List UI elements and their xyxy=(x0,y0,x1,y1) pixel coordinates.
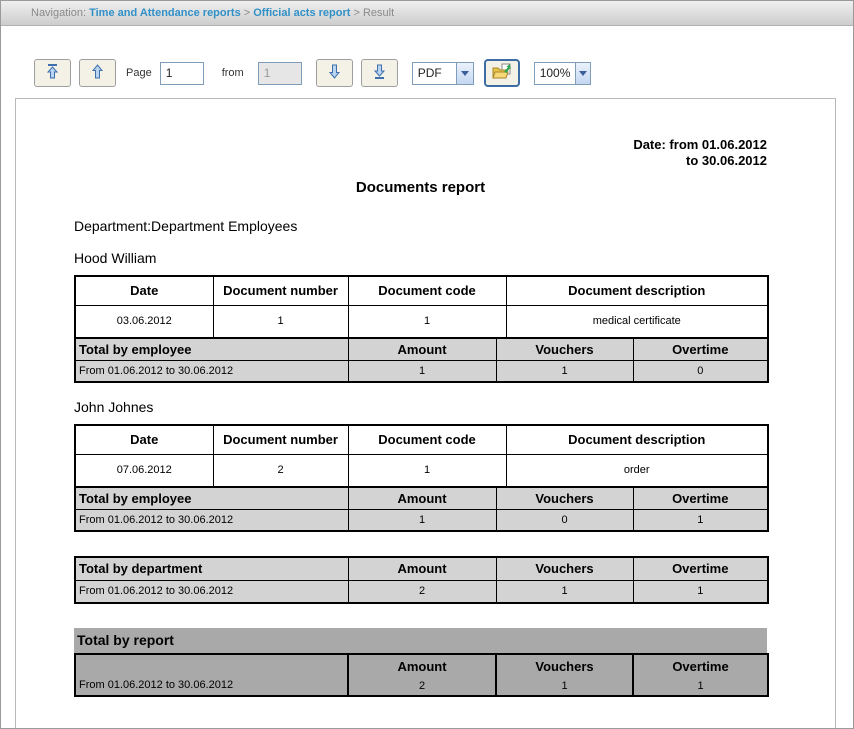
col-header-vouchers: Vouchers xyxy=(496,557,633,580)
col-header-vouchers: Vouchers xyxy=(535,659,594,674)
date-range-line2: to 30.06.2012 xyxy=(686,153,767,168)
previous-page-icon xyxy=(91,64,104,82)
date-range-line1: Date: from 01.06.2012 xyxy=(633,137,767,152)
documents-report xyxy=(16,99,767,697)
first-page-button[interactable] xyxy=(34,59,71,87)
next-page-icon xyxy=(328,64,341,82)
table-row xyxy=(75,454,768,487)
next-page-button[interactable] xyxy=(316,59,353,87)
table-header-row xyxy=(75,425,768,454)
total-amount: 2 xyxy=(348,580,496,603)
department-value: Department Employees xyxy=(151,218,298,234)
total-overtime: 1 xyxy=(633,580,768,603)
total-amount: 1 xyxy=(348,509,496,531)
period-label: From 01.06.2012 to 30.06.2012 xyxy=(75,509,348,531)
col-header-amount: Amount xyxy=(348,557,496,580)
cell-document-description: order xyxy=(506,454,768,487)
col-header-overtime: Overtime xyxy=(633,338,768,360)
breadcrumb-separator: > xyxy=(240,7,254,19)
totals-value-row xyxy=(75,509,768,531)
col-header-amount: Amount xyxy=(348,487,496,509)
col-header-document-description: Document description xyxy=(506,425,768,454)
col-header-document-description: Document description xyxy=(506,276,768,305)
report-total-section xyxy=(74,628,767,697)
col-header-document-number: Document number xyxy=(213,425,348,454)
total-overtime: 1 xyxy=(633,509,768,531)
total-amount: 2 xyxy=(418,680,426,692)
report-totals-table xyxy=(74,653,769,697)
breadcrumb-link-time-attendance-reports[interactable]: Time and Attendance reports xyxy=(89,7,241,19)
breadcrumb xyxy=(1,1,853,26)
cell-document-number: 2 xyxy=(213,454,348,487)
total-vouchers-cell xyxy=(496,654,633,696)
col-header-date: Date xyxy=(75,276,213,305)
employee-name: Hood William xyxy=(74,250,157,266)
totals-value-row xyxy=(75,580,768,603)
total-amount-cell xyxy=(348,654,496,696)
col-header-amount: Amount xyxy=(397,659,447,674)
report-title: Documents report xyxy=(355,179,486,196)
export-folder-icon xyxy=(492,63,512,83)
report-toolbar xyxy=(1,26,853,87)
department-line xyxy=(74,218,767,234)
total-overtime: 0 xyxy=(633,360,768,382)
employee-documents-table xyxy=(74,424,769,488)
cell-date: 03.06.2012 xyxy=(75,305,213,338)
breadcrumb-separator: > xyxy=(350,7,363,19)
breadcrumb-current: Result xyxy=(362,7,395,19)
chevron-down-icon[interactable] xyxy=(456,63,473,84)
department-totals-table xyxy=(74,556,769,604)
period-label: From 01.06.2012 to 30.06.2012 xyxy=(79,679,234,691)
cell-document-code: 1 xyxy=(348,305,506,338)
total-vouchers: 1 xyxy=(561,680,568,692)
cell-document-code: 1 xyxy=(348,454,506,487)
breadcrumb-link-official-acts-report[interactable]: Official acts report xyxy=(253,7,351,19)
col-header-overtime: Overtime xyxy=(633,557,768,580)
previous-page-button[interactable] xyxy=(79,59,116,87)
col-header-document-code: Document code xyxy=(348,425,506,454)
cell-document-number: 1 xyxy=(213,305,348,338)
table-row xyxy=(75,305,768,338)
col-header-vouchers: Vouchers xyxy=(496,338,633,360)
total-overtime: 1 xyxy=(697,680,704,692)
period-label: From 01.06.2012 to 30.06.2012 xyxy=(75,580,348,603)
chevron-down-icon[interactable] xyxy=(575,63,589,84)
total-pages-input xyxy=(258,62,302,85)
first-page-icon xyxy=(46,64,59,82)
last-page-button[interactable] xyxy=(361,59,398,87)
employee-name: John Johnes xyxy=(74,399,154,415)
totals-header-row xyxy=(75,487,768,509)
cell-date: 07.06.2012 xyxy=(75,454,213,487)
report-page-panel xyxy=(15,98,836,729)
breadcrumb-prefix: Navigation: xyxy=(31,7,90,19)
zoom-level-value: 100% xyxy=(539,66,571,80)
total-amount: 1 xyxy=(348,360,496,382)
export-format-value: PDF xyxy=(417,66,442,80)
col-header-overtime: Overtime xyxy=(633,487,768,509)
col-header-amount: Amount xyxy=(348,338,496,360)
last-page-icon xyxy=(373,64,386,82)
employee-totals-table xyxy=(74,486,769,532)
export-button[interactable] xyxy=(484,59,520,87)
total-vouchers: 1 xyxy=(496,360,633,382)
period-label: From 01.06.2012 to 30.06.2012 xyxy=(75,360,348,382)
col-header-document-number: Document number xyxy=(213,276,348,305)
table-header-row xyxy=(75,276,768,305)
total-by-employee-label: Total by employee xyxy=(75,338,348,360)
department-label: Department: xyxy=(74,218,152,234)
total-by-department-label: Total by department xyxy=(75,557,348,580)
cell-document-description: medical certificate xyxy=(506,305,768,338)
total-by-employee-label: Total by employee xyxy=(75,487,348,509)
from-label: from xyxy=(221,67,244,79)
export-format-select[interactable] xyxy=(412,62,474,85)
page-label: Page xyxy=(126,67,152,79)
col-header-date: Date xyxy=(75,425,213,454)
employee-totals-table xyxy=(74,337,769,383)
totals-header-row xyxy=(75,338,768,360)
col-header-document-code: Document code xyxy=(348,276,506,305)
total-vouchers: 1 xyxy=(496,580,633,603)
totals-value-row xyxy=(75,654,768,696)
totals-value-row xyxy=(75,360,768,382)
total-overtime-cell xyxy=(633,654,768,696)
total-by-report-label: Total by report xyxy=(74,628,767,653)
employee-documents-table xyxy=(74,275,769,339)
total-vouchers: 0 xyxy=(496,509,633,531)
zoom-level-select[interactable] xyxy=(534,62,591,85)
col-header-overtime: Overtime xyxy=(672,659,729,674)
page-number-input[interactable] xyxy=(160,62,204,85)
report-date-range xyxy=(74,137,767,169)
col-header-vouchers: Vouchers xyxy=(496,487,633,509)
totals-header-row xyxy=(75,557,768,580)
